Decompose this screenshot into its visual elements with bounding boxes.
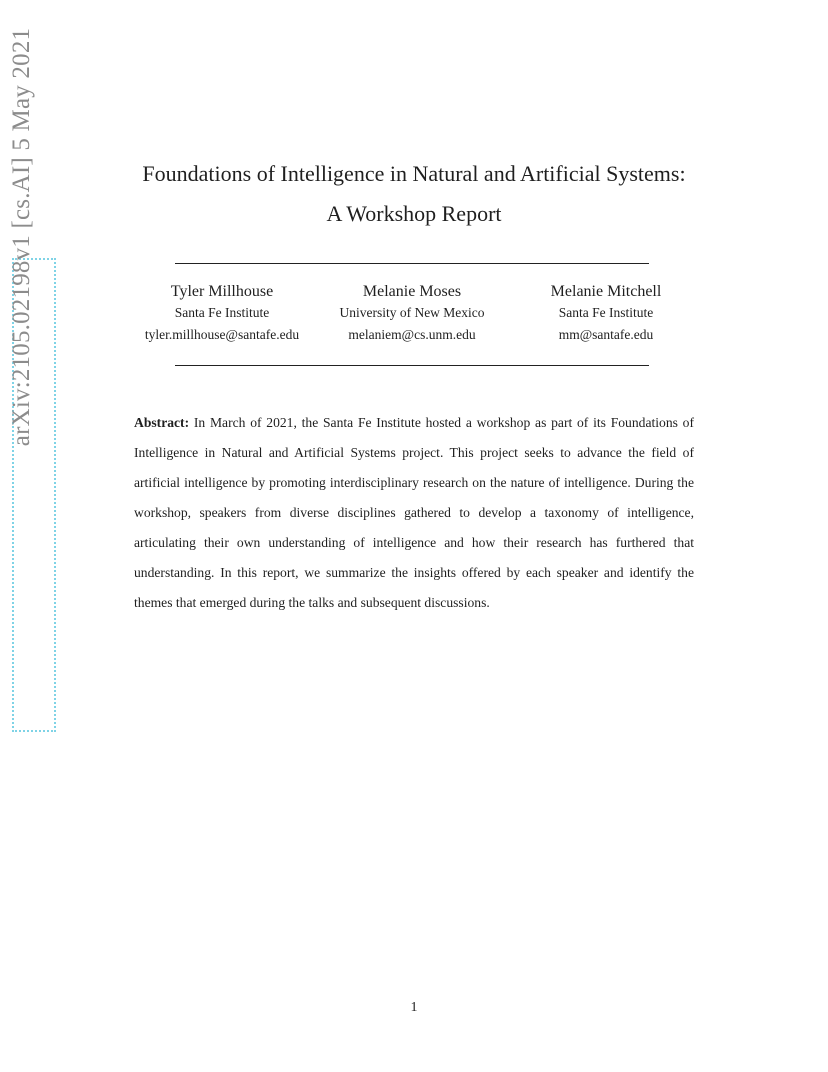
page-number: 1 bbox=[410, 1000, 418, 1015]
author-email: tyler.millhouse@santafe.edu bbox=[144, 327, 300, 342]
abstract-text: In March of 2021, the Santa Fe Institute hosted a workshop as part of its Foundations of Intelligence in Natural and Artificial Systems project. This project seeks to advance the field of artificial intelligence by promoting interdisciplinary research on the nature of intelligence. During the workshop, speakers from diverse disciplines gathered to develop a taxonomy of intelligence, articulating their own understanding of intelligence and how their research has furthered that understanding. In this report, we summarize the insights offered by each speaker and identify the themes that emerged during the talks and subsequent discussions. bbox=[134, 415, 694, 610]
author-name: Tyler Millhouse bbox=[170, 283, 274, 300]
author-affiliation: Santa Fe Institute bbox=[174, 305, 270, 320]
author-email: melaniem@cs.unm.edu bbox=[348, 327, 476, 342]
abstract-paragraph bbox=[134, 408, 694, 618]
author-block-1 bbox=[122, 282, 322, 346]
title-line-2: A Workshop Report bbox=[326, 201, 502, 226]
author-email: mm@santafe.edu bbox=[558, 327, 654, 342]
author-block-3 bbox=[506, 282, 706, 346]
abstract-label: Abstract: bbox=[134, 415, 190, 430]
author-affiliation: Santa Fe Institute bbox=[558, 305, 654, 320]
paper-title bbox=[0, 154, 828, 234]
title-line-1: Foundations of Intelligence in Natural and Artificial Systems: bbox=[142, 161, 686, 186]
arxiv-identifier-stamp: arXiv:2105.02198v1 [cs.AI] 5 May 2021 bbox=[8, 27, 35, 447]
author-name: Melanie Moses bbox=[362, 283, 462, 300]
author-affiliation: University of New Mexico bbox=[339, 305, 485, 320]
title-rule-bottom bbox=[175, 365, 649, 366]
title-rule-top bbox=[175, 263, 649, 264]
author-block-2 bbox=[312, 282, 512, 346]
author-name: Melanie Mitchell bbox=[550, 283, 662, 300]
